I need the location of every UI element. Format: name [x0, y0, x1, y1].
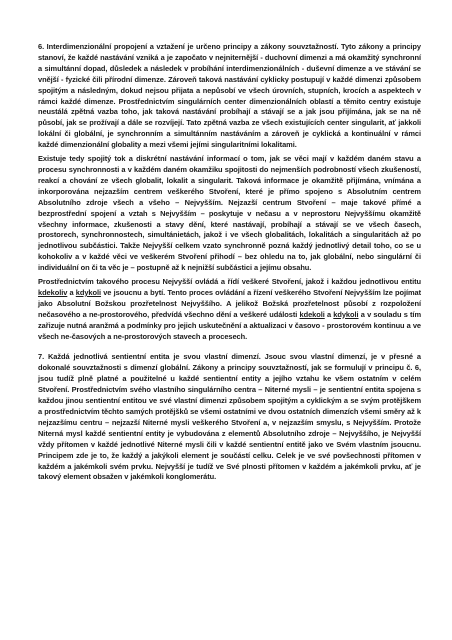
underlined-word-kdykoli: kdykoli — [75, 287, 102, 297]
paragraph-information-flow: Existuje tedy spojitý tok a diskrétní nastávání informací o tom, jak se věci mají v každém daném stavu a procesu synchronnosti a v každém daném okamžiku spojitosti do nejmenších podrobností všech zkušeností, reakcí a chování ze všech globalit, lokalit a singularit. Taková informace je okamžitě přijímána, vnímána a inkorporována nejzazším centrem veškerého Stvoření, které je přímo spojeno s Absolutním centrem Absolutního zdroje všech a všeho – Nejvyšším. Nejzazší centrum Stvoření – maje takové přímé a bezprostřední spojení a vztah s Nejvyšším – poskytuje v nečasu a v neprostoru Nejvyššímu okamžitě všechny informace, zkušenosti a stavy dění, které nastávají, probíhají a stávají se ve všech časech, prostorech, synchronnostech, simultánietách, jakož i ve všech globalitách, lokalitách a singularitách až po jednotlivou subčástici. Takže Nejvyšší celkem vzato synchronně pozná každý jednotlivý detail toho, co se u kohokoliv a v každé věci ve veškerém Stvoření přihodí – bez ohledu na to, jak globální, nebo singulární či individuální on či ta věc je – postupně až k nejnižší subčástici a jejímu obsahu. — [38, 154, 421, 273]
paragraph-principle-7: 7. Každá jednotlivá sentientní entita je svou vlastní dimenzí. Jsouc svou vlastní dimenzí, je v přesné a dokonalé souvztažnosti s dimenzí globální. Zákony a principy souvztažností, jak se formulují v principu č. 6, jsou tudíž plně platné a použitelné u každé sentientní entity a jejího vztahu ke všem ostatním v celém Stvoření. Prostřednictvím svého vlastního singulárního centra – Niterné mysli – je sentientní entita spojena s každou jinou sentientní entitou ve své vlastní dimenzi způsobem spojitým a cyklickým a se svým protějškem a prostřednictvím těchto samých protějšků se všemi ostatními ve dvou ostatních dimenzích všemi směry až k nejzazšímu centru – nejzazší Niterné mysli veškerého Stvoření a, v nejzazším smyslu, s Nejvyšším. Protože Niterná mysl každé sentientní entity je vybudována z elementů Absolutního zdroje – Nejvyššího, je Nejvyšší vždy přítomen v každé jednotlivé Niterné mysli čili v každé sentientní entitě jako ve Svém vlastním jsoucnu. Principem zde je to, že každý a jakýkoli element je součástí celku. Celek je ve své povšechnosti přítomen v každém a jakémkoli svém prvku. Nejvyšší je tudíž ve Své plnosti přítomen v každém a jakémkoli prvku, ať je takový element obsažen v jakémkoli konglomerátu. — [38, 352, 421, 482]
paragraph-divine-providence — [38, 277, 421, 342]
text-segment: ve jsoucnu a bytí. Tento proces ovládání a řízení veškerého Stvoření Nejvyšším lze pojímat jako Absolutní Božskou prozřetelnost Nejvyššího. A jelikož Božská prozřetelnost působí z rozpoložení nečasového a ne-prostorového, předvídá všechno dění a veškeré události — [38, 287, 422, 319]
text-segment: a — [324, 309, 334, 319]
underlined-word-kdykoli-2: kdykoli — [333, 309, 359, 319]
text-segment: a v souladu s tím zařizuje nutná aranžmá a podmínky pro jejich uskutečnění a aktualizaci v časovo - prostorovém kontinuu a ve všech ne-časových a ne-prostorových stavech a procesech. — [38, 309, 421, 341]
paragraph-principle-6: 6. Interdimenzionální propojení a vztažení je určeno principy a zákony souvztažností. Tyto zákony a principy stanoví, že každé nastávání vzniká a je započato v nejniternější - duchovní dimenzi a má okamžitý synchronní a simultánní dopad, důsledek a následek v probíhání interdimenzionálních - duševní dimenze a ve stávání se vnější - fyzické čili přírodní dimenze. Zároveň taková nastávání cyklicky postupují v každé dimenzi způsobem spojitým a následným, dokud nejsou přijata a nepůsobí ve všech úrovních, stupních, krocích a aspektech v rámci každé dimenze. Prostřednictvím singulárních center dimenzionálních oblastí a těmito centry existuje neustálá zpětná vazba toho, jak taková nastávání probíhají a stávají se a jak jsou přijímána, jak se na ně působí, jak se prožívají a dále se rozvíjejí. Tato zpětná vazba ze všech existujících center singularit, ať jakkoli lokální či globální, je synchronním a simultánním nastáváním a zároveň je cyklická a kontinuální v rámci každé dimenzionální globality a mezi všemi jejími singularitními lokalitami. — [38, 42, 421, 150]
text-segment: Prostřednictvím takového procesu Nejvyšší ovládá a řídí veškeré Stvoření, jakož i každou jednotlivou entitu — [38, 277, 421, 287]
underlined-word-kdekoli: kdekoli — [299, 309, 325, 319]
document-page — [38, 42, 421, 483]
underlined-word-kdekoliv: kdekoliv — [38, 287, 68, 297]
text-segment: a — [67, 287, 76, 297]
